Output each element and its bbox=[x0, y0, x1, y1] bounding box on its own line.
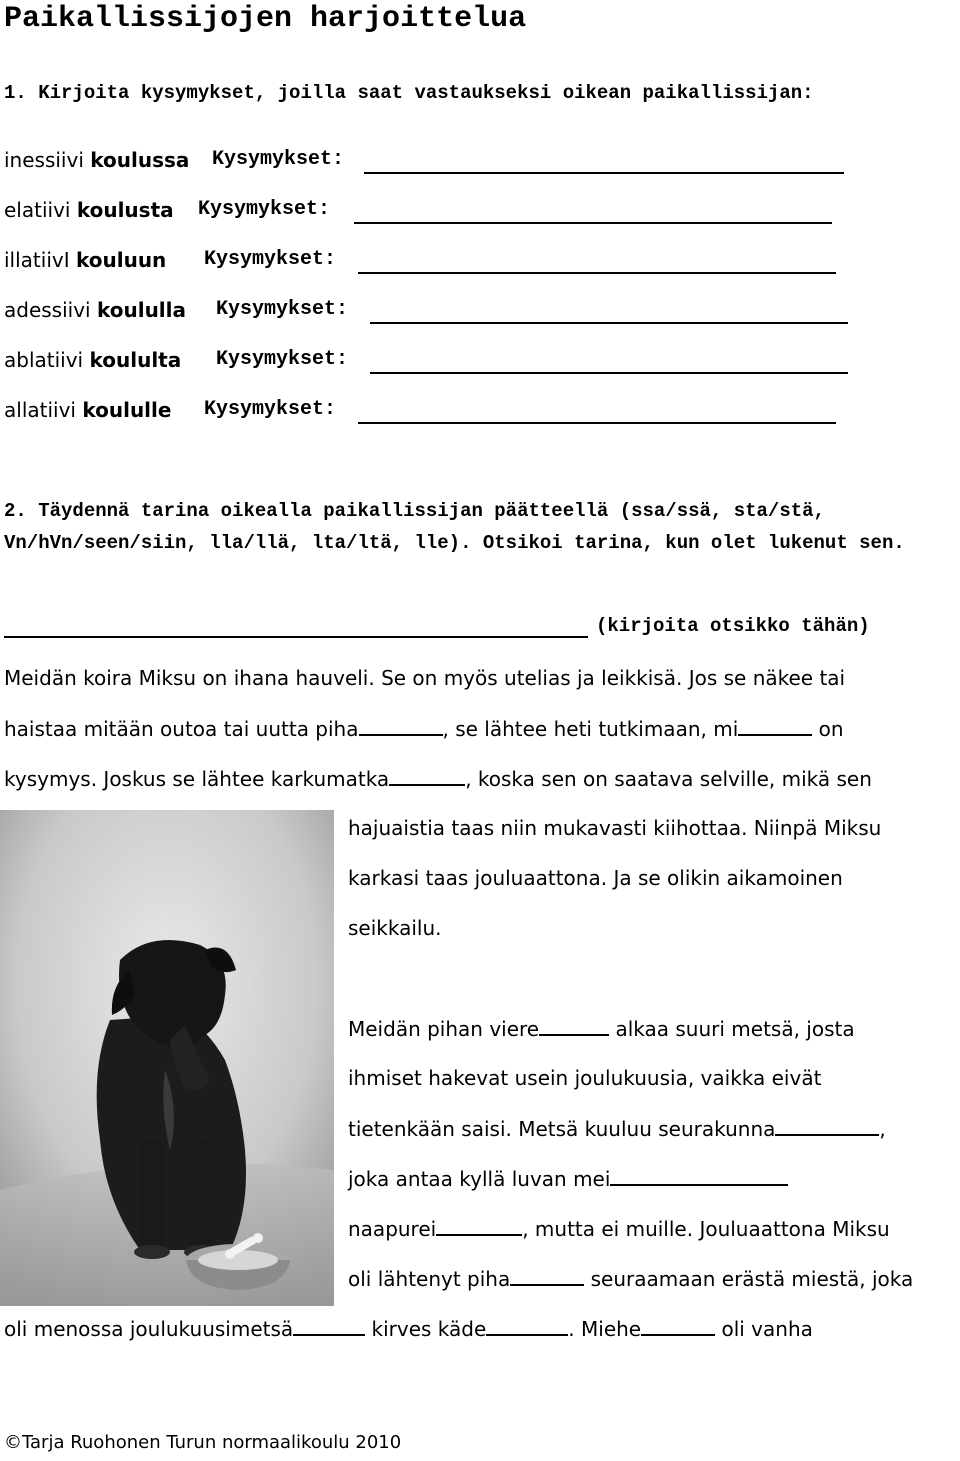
story-line: hajuaistia taas niin mukavasti kiihottaa. Niinpä Miksu bbox=[348, 816, 882, 840]
case-word: koulussa bbox=[90, 148, 190, 172]
answer-line[interactable] bbox=[370, 372, 848, 374]
story-title-line[interactable] bbox=[4, 636, 588, 638]
story-line: Meidän koira Miksu on ihana hauveli. Se on myös utelias ja leikkisä. Jos se näkee tai bbox=[4, 666, 846, 690]
task1-instruction: 1. Kirjoita kysymykset, joilla saat vastaukseksi oikean paikallissijan: bbox=[4, 82, 814, 104]
story-line: Meidän pihan viere alkaa suuri metsä, josta bbox=[348, 1017, 855, 1041]
answer-line[interactable] bbox=[358, 272, 836, 274]
page-title: Paikallissijojen harjoittelua bbox=[4, 2, 527, 36]
task2-instruction-line1: 2. Täydennä tarina oikealla paikallissijan päätteellä (ssa/ssä, sta/stä, bbox=[4, 500, 825, 522]
question-label: Kysymykset: bbox=[204, 398, 337, 421]
story-line: ihmiset hakevat usein joulukuusia, vaikka eivät bbox=[348, 1066, 822, 1090]
question-label: Kysymykset: bbox=[212, 148, 345, 171]
story-line: tietenkään saisi. Metsä kuuluu seurakunna , bbox=[348, 1117, 886, 1141]
fill-blank[interactable] bbox=[486, 1316, 568, 1336]
fill-blank[interactable] bbox=[389, 766, 465, 786]
answer-line[interactable] bbox=[370, 322, 848, 324]
case-row-illatiivi bbox=[4, 248, 166, 272]
fill-blank[interactable] bbox=[775, 1116, 879, 1136]
dog-photo bbox=[0, 810, 334, 1306]
case-name: adessiivi bbox=[4, 298, 91, 322]
story-line: karkasi taas jouluaattona. Ja se olikin aikamoinen bbox=[348, 866, 843, 890]
answer-line[interactable] bbox=[358, 422, 836, 424]
case-word: koululta bbox=[89, 348, 182, 372]
question-label: Kysymykset: bbox=[204, 248, 337, 271]
case-name: allatiivi bbox=[4, 398, 76, 422]
case-word: kouluun bbox=[75, 248, 167, 272]
question-label: Kysymykset: bbox=[216, 298, 349, 321]
story-line: joka antaa kyllä luvan mei bbox=[348, 1166, 788, 1191]
fill-blank[interactable] bbox=[359, 716, 443, 736]
case-row-elatiivi bbox=[4, 198, 174, 222]
fill-blank[interactable] bbox=[539, 1016, 609, 1036]
case-name: elatiivi bbox=[4, 198, 71, 222]
case-word: koululla bbox=[96, 298, 187, 322]
case-word: koulusta bbox=[76, 198, 174, 222]
fill-blank[interactable] bbox=[436, 1216, 522, 1236]
story-line: oli lähtenyt piha seuraamaan erästä miestä, joka bbox=[348, 1267, 914, 1291]
question-label: Kysymykset: bbox=[198, 198, 331, 221]
story-line: kysymys. Joskus se lähtee karkumatka , koska sen on saatava selville, mikä sen bbox=[4, 767, 872, 791]
fill-blank[interactable] bbox=[738, 716, 812, 736]
case-row-inessiivi bbox=[4, 148, 189, 172]
story-line: seikkailu. bbox=[348, 916, 442, 940]
story-line: naapurei , mutta ei muille. Jouluaattona Miksu bbox=[348, 1217, 890, 1241]
case-word: koululle bbox=[82, 398, 172, 422]
story-line: haistaa mitään outoa tai uutta piha , se lähtee heti tutkimaan, mi on bbox=[4, 717, 844, 741]
case-row-adessiivi bbox=[4, 298, 186, 322]
footer-copyright: ©Tarja Ruohonen Turun normaalikoulu 2010 bbox=[4, 1432, 402, 1453]
fill-blank[interactable] bbox=[293, 1316, 365, 1336]
story-line: oli menossa joulukuusimetsä kirves käde . Miehe oli vanha bbox=[4, 1317, 813, 1341]
case-name: ablatiivi bbox=[4, 348, 84, 372]
case-row-allatiivi bbox=[4, 398, 171, 422]
title-hint: (kirjoita otsikko tähän) bbox=[596, 615, 870, 637]
fill-blank[interactable] bbox=[510, 1266, 584, 1286]
case-row-ablatiivi bbox=[4, 348, 181, 372]
question-label: Kysymykset: bbox=[216, 348, 349, 371]
case-name: illatiivI bbox=[4, 248, 70, 272]
answer-line[interactable] bbox=[364, 172, 844, 174]
fill-blank[interactable] bbox=[610, 1166, 788, 1186]
fill-blank[interactable] bbox=[641, 1316, 715, 1336]
task2-instruction-line2: Vn/hVn/seen/siin, lla/llä, lta/ltä, lle). Otsikoi tarina, kun olet lukenut sen. bbox=[4, 532, 905, 554]
answer-line[interactable] bbox=[354, 222, 832, 224]
case-name: inessiivi bbox=[4, 148, 84, 172]
